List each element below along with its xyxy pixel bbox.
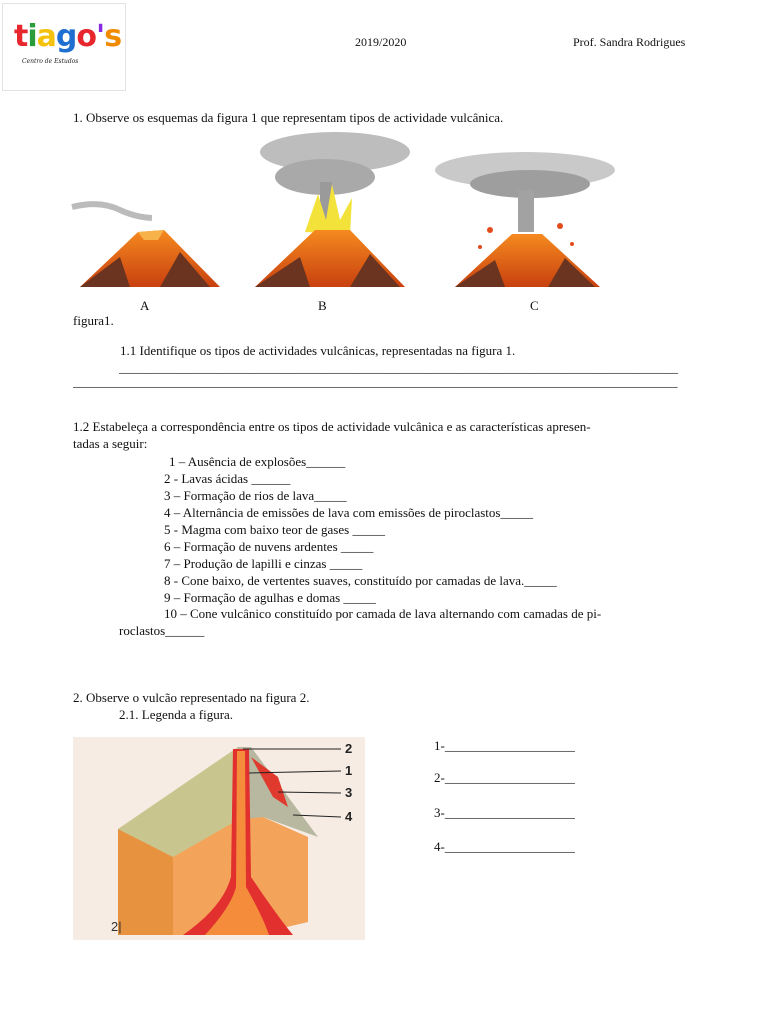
legend-2[interactable]: 2-____________________ bbox=[434, 770, 575, 785]
item-9: 9 – Formação de agulhas e domas _____ bbox=[164, 590, 376, 605]
item-5: 5 - Magma com baixo teor de gases _____ bbox=[164, 522, 385, 537]
q2-prompt: 2. Observe o vulcão representado na figura 2. bbox=[73, 690, 310, 705]
fig2-number-4: 4 bbox=[345, 809, 353, 824]
q1-1-prompt: 1.1 Identifique os tipos de actividades vulcânicas, representadas na figura 1. bbox=[120, 343, 516, 358]
item-3: 3 – Formação de rios de lava_____ bbox=[164, 488, 347, 503]
item-2: 2 - Lavas ácidas ______ bbox=[164, 471, 291, 486]
q1-2-prompt-line2: tadas a seguir: bbox=[73, 436, 148, 451]
logo-subtitle: Centro de Estudos bbox=[22, 58, 79, 65]
volcano-a bbox=[72, 204, 220, 287]
fig2-number-3: 3 bbox=[345, 785, 353, 800]
item-4: 4 – Alternância de emissões de lava com emissões de piroclastos_____ bbox=[164, 505, 533, 520]
volcano-figure-2 bbox=[73, 737, 365, 940]
fig2-number-1: 1 bbox=[345, 763, 353, 778]
teacher-name: Prof. Sandra Rodrigues bbox=[573, 35, 686, 49]
label-a: A bbox=[140, 298, 150, 313]
answer-line-2[interactable]: _____________________________________________________________________________________________ bbox=[73, 374, 678, 389]
item-6: 6 – Formação de nuvens ardentes _____ bbox=[164, 539, 374, 554]
volcano-figure-1 bbox=[60, 122, 660, 302]
volcano-c bbox=[435, 152, 615, 287]
item-1: 1 – Ausência de explosões______ bbox=[169, 454, 346, 469]
q2-1-prompt: 2.1. Legenda a figura. bbox=[119, 707, 234, 722]
item-10-continued: roclastos______ bbox=[119, 623, 205, 638]
label-b: B bbox=[318, 298, 327, 313]
answer-line-1[interactable]: ______________________________________________________________________________________ bbox=[119, 360, 678, 375]
logo: tiago's bbox=[14, 19, 122, 54]
legend-3[interactable]: 3-____________________ bbox=[434, 805, 575, 820]
label-c: C bbox=[530, 298, 539, 313]
fig2-label: 2| bbox=[111, 919, 122, 934]
legend-1[interactable]: 1-____________________ bbox=[434, 738, 575, 753]
figure-1-caption: figura1. bbox=[73, 313, 114, 328]
q1-2-prompt-line1: 1.2 Estabeleça a correspondência entre os tipos de actividade vulcânica e as características apresen- bbox=[73, 419, 591, 434]
fig2-number-2: 2 bbox=[345, 741, 353, 756]
item-7: 7 – Produção de lapilli e cinzas _____ bbox=[164, 556, 363, 571]
q1-prompt: 1. Observe os esquemas da figura 1 que representam tipos de actividade vulcânica. bbox=[73, 110, 504, 125]
item-10: 10 – Cone vulcânico constituído por camada de lava alternando com camadas de pi- bbox=[164, 606, 602, 621]
school-year: 2019/2020 bbox=[355, 35, 407, 49]
volcano-b bbox=[255, 132, 410, 287]
legend-4[interactable]: 4-____________________ bbox=[434, 839, 575, 854]
item-8: 8 - Cone baixo, de vertentes suaves, constituído por camadas de lava._____ bbox=[164, 573, 557, 588]
